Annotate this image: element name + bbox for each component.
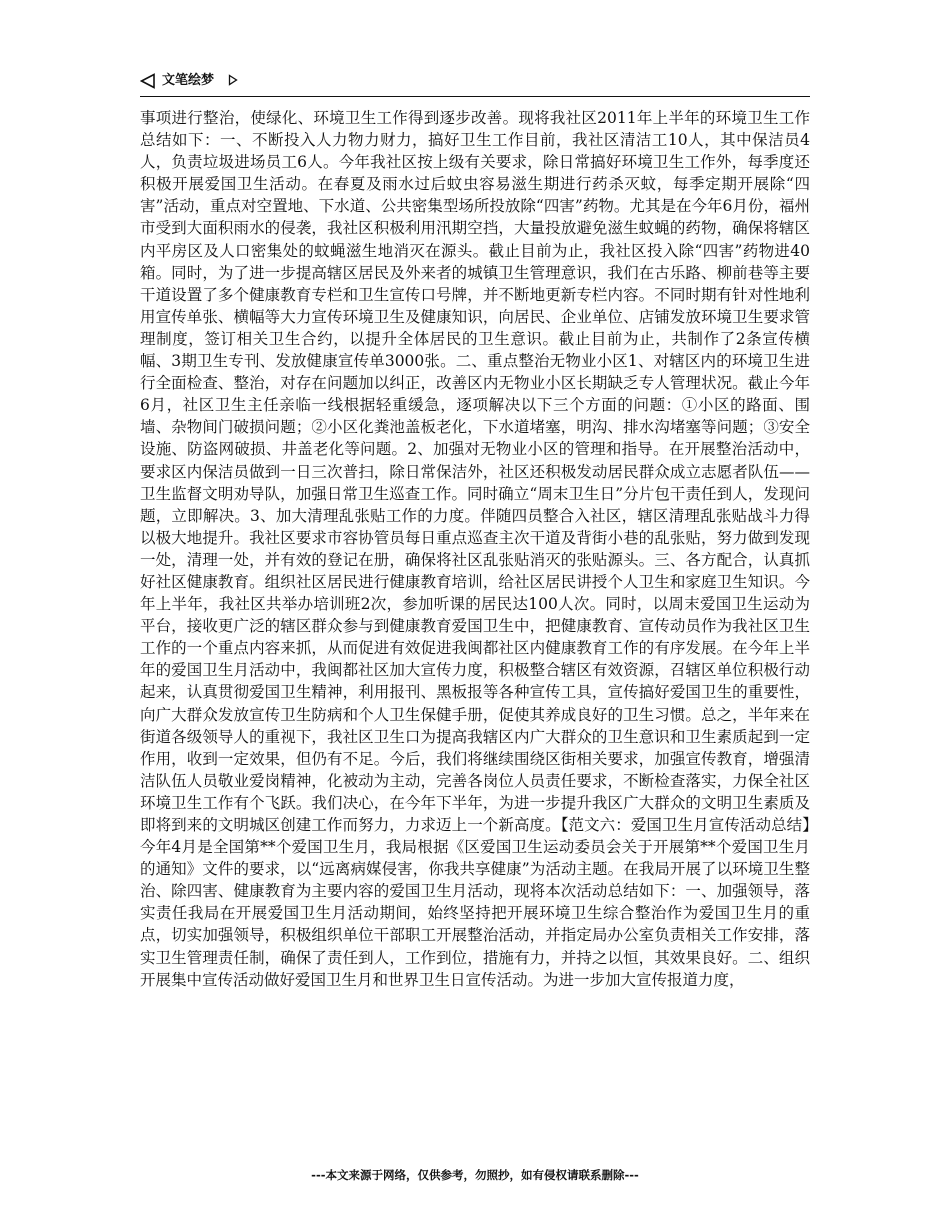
header-title: 文笔绘梦 — [162, 73, 215, 88]
page-header — [140, 70, 810, 97]
triangle-left-outline-icon — [140, 73, 156, 89]
document-body-text: 事项进行整治，使绿化、环境卫生工作得到逐步改善。现将我社区2011年上半年的环境卫生工作总结如下：一、不断投入人力物力财力，搞好卫生工作目前，我社区清洁工10人，其中保洁员4人，负责垃圾进场员工6人。今年我社区按上级有关要求，除日常搞好环境卫生工作外，每季度还积极开展爱国卫生活动。在春夏及雨水过后蚊虫容易滋生期进行药杀灭蚊，每季定期开展除“四害”活动，重点对空置地、下水道、公共密集型场所投放除“四害”药物。尤其是在今年6月份，福州市受到大面积雨水的侵袭，我社区积极利用汛期空挡，大量投放避免滋生蚊蝇的药物，确保将辖区内平房区及人口密集处的蚊蝇滋生地消灭在源头。截止目前为止，我社区投入除“四害”药物进40箱。同时，为了进一步提高辖区居民及外来者的城镇卫生管理意识，我们在古乐路、柳前巷等主要干道设置了多个健康教育专栏和卫生宣传口号牌，并不断地更新专栏内容。不同时期有针对性地利用宣传单张、横幅等大力宣传环境卫生及健康知识，向居民、企业单位、店铺发放环境卫生要求管理制度，签订相关卫生合约，以提升全体居民的卫生意识。截止目前为止，共制作了2条宣传横幅、3期卫生专刊、发放健康宣传单3000张。二、重点整治无物业小区1、对辖区内的环境卫生进行全面检查、整治，对存在问题加以纠正，改善区内无物业小区长期缺乏专人管理状况。截止今年6月，社区卫生主任亲临一线根据轻重缓急，逐项解决以下三个方面的问题：①小区的路面、围墙、杂物间门破损问题；②小区化粪池盖板老化，下水道堵塞，明沟、排水沟堵塞等问题；③安全设施、防盗网破损、井盖老化等问题。2、加强对无物业小区的管理和指导。在开展整治活动中，要求区内保洁员做到一日三次普扫，除日常保洁外，社区还积极发动居民群众成立志愿者队伍——卫生监督文明劝导队，加强日常卫生巡查工作。同时确立“周末卫生日”分片包干责任到人，发现问题，立即解决。3、加大清理乱张贴工作的力度。伴随四员整合入社区，辖区清理乱张贴战斗力得以极大地提升。我社区要求市容协管员每日重点巡查主次干道及背街小巷的乱张贴，努力做到发现一处，清理一处，并有效的登记在册，确保将社区乱张贴消灭的张贴源头。三、各方配合，认真抓好社区健康教育。组织社区居民进行健康教育培训，给社区居民讲授个人卫生和家庭卫生知识。今年上半年，我社区共举办培训班2次，参加听课的居民达100人次。同时，以周末爱国卫生运动为平台，接收更广泛的辖区群众参与到健康教育爱国卫生中，把健康教育、宣传动员作为我社区卫生工作的一个重点内容来抓，从而促进有效促进我闽都社区内健康教育工作的有序发展。在今年上半年的爱国卫生月活动中，我闽都社区加大宣传力度，积极整合辖区有效资源，召辖区单位积极行动起来，认真贯彻爱国卫生精神，利用报刊、黑板报等各种宣传工具，宣传搞好爱国卫生的重要性，向广大群众发放宣传卫生防病和个人卫生保健手册，促使其养成良好的卫生习惯。总之，半年来在街道各级领导人的重视下，我社区卫生口为提高我辖区内广大群众的卫生意识和卫生素质起到一定作用，收到一定效果，但仍有不足。今后，我们将继续围绕区街相关要求，加强宣传教育，增强清洁队伍人员敬业爱岗精神，化被动为主动，完善各岗位人员责任要求，不断检查落实，力保全社区环境卫生工作有个飞跃。我们决心，在今年下半年，为进一步提升我区广大群众的文明卫生素质及即将到来的文明城区创建工作而努力，力求迈上一个新高度。【范文六：爱国卫生月宣传活动总结】今年4月是全国第**个爱国卫生月，我局根据《区爱国卫生运动委员会关于开展第**个爱国卫生月的通知》文件的要求，以“远离病媒侵害，你我共享健康”为活动主题。在我局开展了以环境卫生整治、除四害、健康教育为主要内容的爱国卫生月活动，现将本次活动总结如下：一、加强领导，落实责任我局在开展爱国卫生月活动期间，始终坚持把开展环境卫生综合整治作为爱国卫生月的重点，切实加强领导，积极组织单位干部职工开展整治活动，并指定局办公室负责相关工作安排，落实卫生管理责任制，确保了责任到人，工作到位，措施有力，并持之以恒，其效果良好。二、组织开展集中宣传活动做好爱国卫生月和世界卫生日宣传活动。为进一步加大宣传报道力度， — [140, 109, 810, 989]
triangle-right-outline-icon — [228, 74, 238, 86]
footer-disclaimer: ---本文来源于网络，仅供参考，勿照抄，如有侵权请联系删除--- — [311, 1168, 639, 1182]
